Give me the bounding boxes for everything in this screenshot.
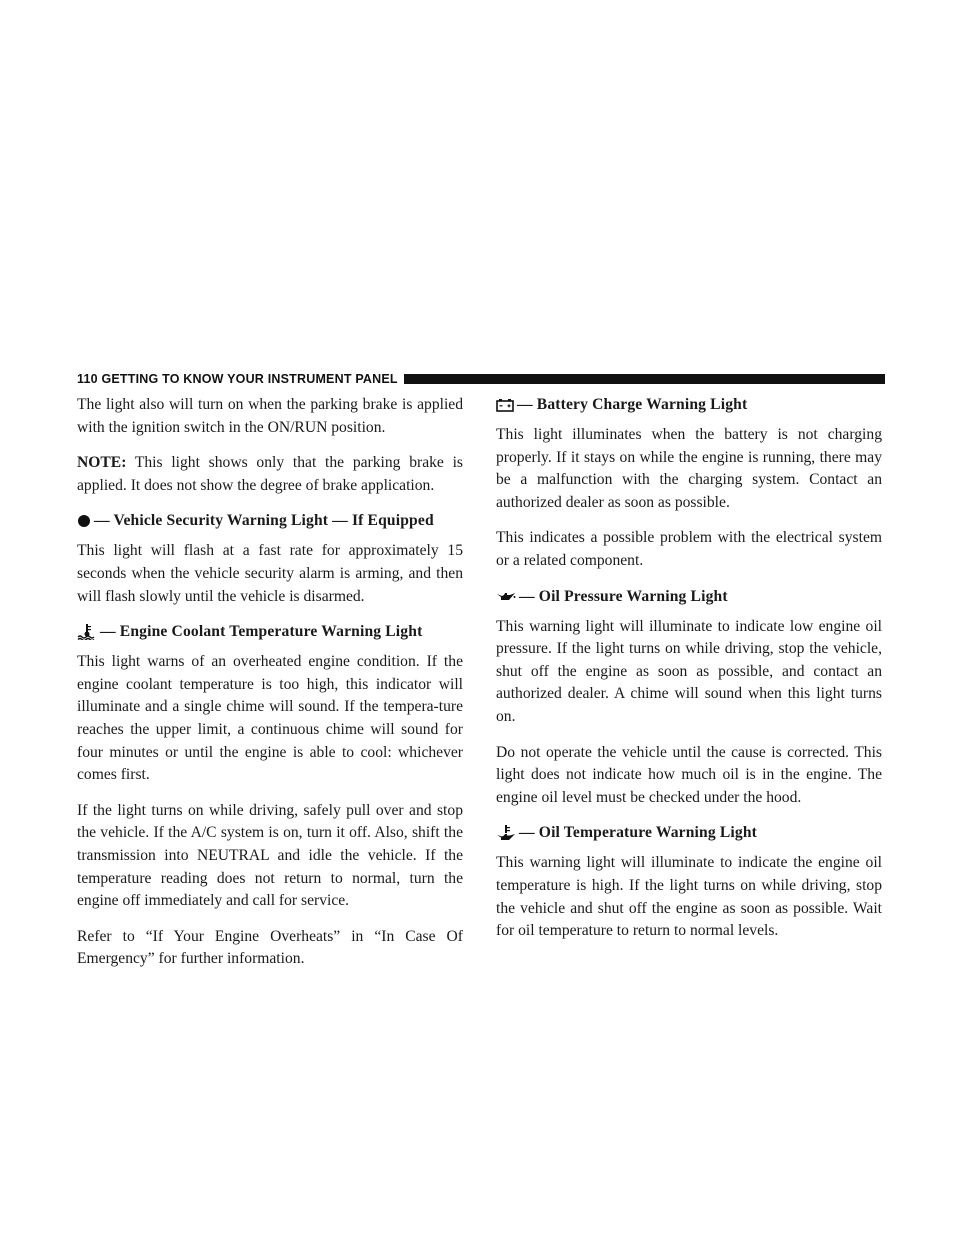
- engine-coolant-heading-text: — Engine Coolant Temperature Warning Light: [100, 623, 423, 641]
- engine-coolant-paragraph-2: If the light turns on while driving, safely pull over and stop the vehicle. If the A/C system is on, turn it off. Also, shift the transmission into NEUTRAL and idle the vehicle. If the temperature reading does not return to normal, turn the engine off immediately and call for service.: [77, 801, 463, 910]
- battery-charge-paragraph-2: This indicates a possible problem with the electrical system or a related component.: [496, 529, 882, 569]
- note-label: NOTE:: [77, 454, 127, 472]
- oil-pressure-paragraph-2: Do not operate the vehicle until the cause is corrected. This light does not indicate how much oil is in the engine. The engine oil level must be checked under the hood.: [496, 743, 882, 806]
- page-number: 110: [77, 372, 98, 386]
- note-paragraph: [77, 452, 463, 497]
- oil-pressure-heading: [496, 586, 882, 608]
- engine-coolant-paragraph-3: Refer to “If Your Engine Overheats” in “In Case Of Emergency” for further information.: [77, 927, 463, 968]
- parking-brake-paragraph: The light also will turn on when the parking brake is applied with the ignition switch in the ON/RUN position.: [77, 396, 463, 436]
- note-text: This light shows only that the parking brake is applied. It does not show the degree of brake application.: [77, 454, 463, 494]
- vehicle-security-heading: [77, 510, 463, 532]
- left-column: [77, 394, 463, 984]
- engine-coolant-temperature-icon: [77, 624, 97, 640]
- battery-charge-heading-text: — Battery Charge Warning Light: [517, 396, 748, 413]
- oil-pressure-heading-text: — Oil Pressure Warning Light: [519, 587, 728, 605]
- oil-temperature-heading-text: — Oil Temperature Warning Light: [519, 824, 758, 842]
- section-title: GETTING TO KNOW YOUR INSTRUMENT PANEL: [101, 372, 398, 386]
- battery-icon: [496, 398, 514, 412]
- oil-temperature-heading: [496, 822, 882, 844]
- vehicle-security-heading-text: — Vehicle Security Warning Light — If Equipped: [94, 512, 434, 530]
- vehicle-security-paragraph: This light will flash at a fast rate for approximately 15 seconds when the vehicle security alarm is arming, and then will flash slowly until the vehicle is disarmed.: [77, 542, 463, 605]
- right-column: [496, 394, 882, 956]
- engine-coolant-paragraph-1: This light warns of an overheated engine condition. If the engine coolant temperature is too high, this indicator will illuminate and a single chime will sound. If the tempera-ture reaches the upper limit, a continuous chime will sound for four minutes or until the engine is able to cool: whichever comes first.: [77, 653, 463, 784]
- page-header: [77, 369, 885, 389]
- oil-can-icon: [496, 591, 516, 603]
- header-rule: [404, 374, 885, 384]
- oil-temperature-icon: [496, 825, 516, 841]
- oil-pressure-paragraph-1: This warning light will illuminate to indicate low engine oil pressure. If the light turns on while driving, stop the vehicle, shut off the engine as soon as possible, and contact an authorized dealer. A chime will sound when this light turns on.: [496, 617, 882, 725]
- battery-charge-heading: [496, 394, 882, 416]
- battery-charge-paragraph-1: This light illuminates when the battery is not charging properly. If it stays on while the engine is running, there may be a malfunction with the charging system. Contact an authorized dealer as soon as possible.: [496, 426, 882, 511]
- header-text: [77, 372, 404, 386]
- oil-temperature-paragraph: This warning light will illuminate to indicate the engine oil temperature is high. If the light turns on while driving, stop the vehicle and shut off the engine as soon as possible. Wait for oil temperature to return to normal levels.: [496, 854, 882, 940]
- vehicle-security-icon: [77, 514, 91, 528]
- engine-coolant-heading: [77, 621, 463, 643]
